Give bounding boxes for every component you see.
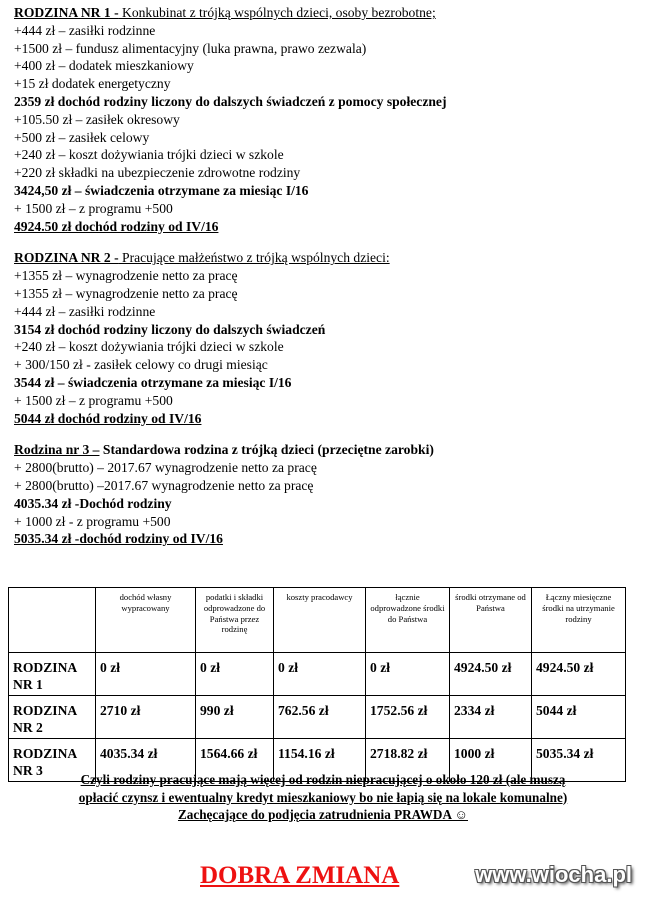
family-2-heading-description: Pracujące małżeństwo z trójką wspólnych dzieci: xyxy=(118,250,390,266)
table-cell: 1564.66 zł xyxy=(196,739,274,782)
table-cell: 0 zł xyxy=(96,653,196,696)
family-3-section xyxy=(14,441,634,548)
family-1-item: +105.50 zł – zasiłek okresowy xyxy=(14,111,180,127)
family-1-heading xyxy=(14,4,634,22)
family-2-total: 5044 zł dochód rodziny od IV/16 xyxy=(14,410,202,426)
family-2-item: +444 zł – zasiłki rodzinne xyxy=(14,303,156,319)
table-row-label: RODZINA NR 3 xyxy=(9,739,96,782)
table-cell: 1154.16 zł xyxy=(274,739,366,782)
table-cell: 762.56 zł xyxy=(274,696,366,739)
family-1-item: +220 zł składki na ubezpieczenie zdrowotne rodziny xyxy=(14,165,301,181)
conclusion-line: opłacić czynsz i ewentualny kredyt mieszkaniowy bo nie łapią się na lokale komunalne) xyxy=(78,789,568,805)
family-2-item: +1355 zł – wynagrodzenie netto za pracę xyxy=(14,268,238,284)
table-cell: 2710 zł xyxy=(96,696,196,739)
family-2-item: +240 zł – koszt dożywiania trójki dzieci w szkole xyxy=(14,339,284,355)
document-body xyxy=(14,4,634,562)
table-header-cell xyxy=(9,588,96,653)
table-cell: 1752.56 zł xyxy=(366,696,450,739)
table-cell: 2334 zł xyxy=(450,696,532,739)
table-cell: 0 zł xyxy=(196,653,274,696)
table-header-cell: podatki i składki odprowadzone do Państwa przez rodzinę xyxy=(196,588,274,653)
table-row xyxy=(9,653,626,696)
family-1-heading-description: Konkubinat z trójką wspólnych dzieci, osoby bezrobotne; xyxy=(118,5,436,20)
slogan: DOBRA ZMIANA xyxy=(200,862,400,889)
table-cell: 0 zł xyxy=(366,653,450,696)
table-header-cell: środki otrzymane od Państwa xyxy=(450,588,532,653)
family-2-program: + 1500 zł – z programu +500 xyxy=(14,392,173,408)
family-3-item: + 2800(brutto) – 2017.67 wynagrodzenie netto za pracę xyxy=(14,460,317,476)
table-row-label: RODZINA NR 2 xyxy=(9,696,96,739)
table-cell: 4035.34 zł xyxy=(96,739,196,782)
family-1-item: +240 zł – koszt dożywiania trójki dzieci w szkole xyxy=(14,147,284,163)
family-1-item: +400 zł – dodatek mieszkaniowy xyxy=(14,58,194,74)
family-2-benefits: 3544 zł – świadczenia otrzymane za miesiąc I/16 xyxy=(14,374,292,390)
family-3-subtotal: 4035.34 zł -Dochód rodziny xyxy=(14,495,172,511)
family-3-item: + 2800(brutto) –2017.67 wynagrodzenie netto za pracę xyxy=(14,477,314,493)
family-2-heading-label: RODZINA NR 2 - xyxy=(14,250,119,266)
family-2-item: + 300/150 zł - zasiłek celowy co drugi miesiąc xyxy=(14,357,268,373)
table-cell: 4924.50 zł xyxy=(450,653,532,696)
table-row xyxy=(9,696,626,739)
table-cell: 5044 zł xyxy=(532,696,626,739)
family-2-section xyxy=(14,249,634,427)
family-2-heading xyxy=(14,249,634,267)
table-header-cell: łącznie odprowadzone środki do Państwa xyxy=(366,588,450,653)
family-3-total: 5035.34 zł -dochód rodziny od IV/16 xyxy=(14,531,223,547)
site-watermark: www.wiocha.pl xyxy=(475,862,632,887)
table-cell: 1000 zł xyxy=(450,739,532,782)
table-row-label: RODZINA NR 1 xyxy=(9,653,96,696)
family-1-item: +1500 zł – fundusz alimentacyjny (luka prawna, prawo zezwala) xyxy=(14,40,367,56)
family-1-benefits: 3424,50 zł – świadczenia otrzymane za miesiąc I/16 xyxy=(14,182,309,198)
table-header-cell: Łączny miesięczne środki na utrzymanie rodziny xyxy=(532,588,626,653)
table-cell: 5035.34 zł xyxy=(532,739,626,782)
table-header-cell: koszty pracodawcy xyxy=(274,588,366,653)
family-1-item: +500 zł – zasiłek celowy xyxy=(14,129,150,145)
table-cell: 2718.82 zł xyxy=(366,739,450,782)
family-1-section xyxy=(14,4,634,235)
conclusion-text xyxy=(0,771,646,824)
table-cell: 4924.50 zł xyxy=(532,653,626,696)
family-3-program: + 1000 zł - z programu +500 xyxy=(14,513,171,529)
table-header-cell: dochód własny wypracowany xyxy=(96,588,196,653)
table-cell: 0 zł xyxy=(274,653,366,696)
family-2-subtotal: 3154 zł dochód rodziny liczony do dalszych świadczeń xyxy=(14,321,326,337)
table-cell: 990 zł xyxy=(196,696,274,739)
family-3-heading-label: Rodzina nr 3 – xyxy=(14,442,100,458)
family-1-subtotal: 2359 zł dochód rodziny liczony do dalszych świadczeń z pomocy społecznej xyxy=(14,93,447,109)
table-header-row xyxy=(9,588,626,653)
family-3-heading-description: Standardowa rodzina z trójką dzieci (przeciętne zarobki) xyxy=(99,442,434,458)
family-1-item: +15 zł dodatek energetyczny xyxy=(14,76,171,92)
summary-table xyxy=(8,587,626,782)
family-2-item: +1355 zł – wynagrodzenie netto za pracę xyxy=(14,285,238,301)
family-1-total: 4924.50 zł dochód rodziny od IV/16 xyxy=(14,218,219,234)
family-3-heading xyxy=(14,441,634,459)
conclusion-line: Czyli rodziny pracujące mają więcej od rodzin niepracującej o około 120 zł (ale muszą xyxy=(80,772,566,787)
family-1-program: + 1500 zł – z programu +500 xyxy=(14,200,173,216)
conclusion-line: Zachęcające do podjęcia zatrudnienia PRAWDA ☺ xyxy=(177,807,468,822)
family-1-heading-label: RODZINA NR 1 - xyxy=(14,5,119,20)
family-1-item: +444 zł – zasiłki rodzinne xyxy=(14,22,156,38)
